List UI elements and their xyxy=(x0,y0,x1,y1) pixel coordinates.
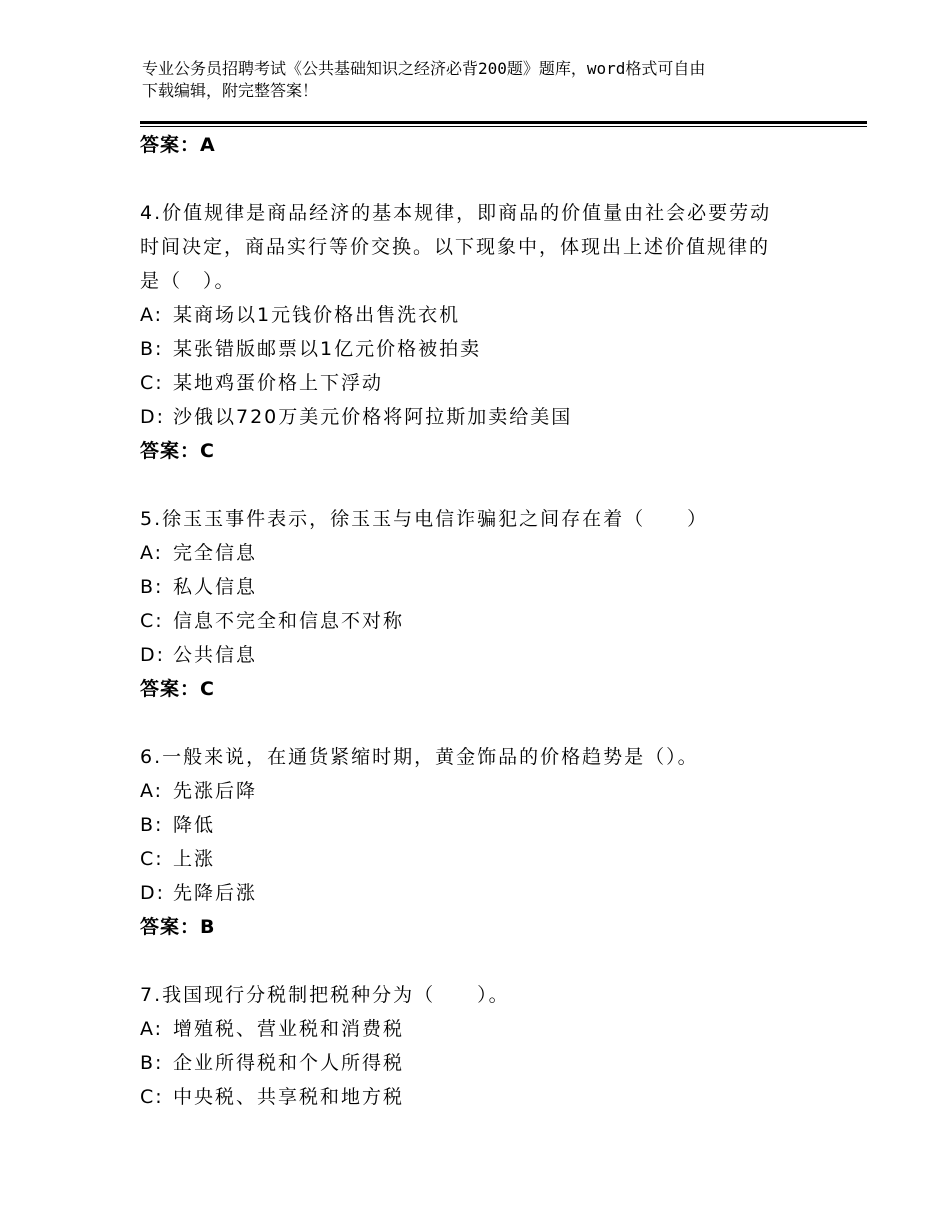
option-letter: D: xyxy=(140,882,166,904)
option-c xyxy=(140,842,840,876)
answer: 答案：B xyxy=(140,916,216,938)
option-text: 沙俄以720万美元价格将阿拉斯加卖给美国 xyxy=(173,406,573,428)
option-text: 增殖税、营业税和消费税 xyxy=(173,1018,405,1040)
option-letter: C: xyxy=(140,610,164,632)
option-letter: B: xyxy=(140,576,164,598)
option-text: 先降后涨 xyxy=(173,882,258,904)
option-letter: D: xyxy=(140,406,166,428)
option-letter: C: xyxy=(140,1086,164,1108)
option-a xyxy=(140,536,840,570)
option-letter: A: xyxy=(140,1018,164,1040)
option-b xyxy=(140,1046,840,1080)
question-6 xyxy=(140,740,840,944)
answer-previous: 答案：A xyxy=(140,134,216,156)
answer: 答案：C xyxy=(140,678,215,700)
option-b xyxy=(140,570,840,604)
document-body xyxy=(140,128,840,1114)
question-stem-line: 是（ ）。 xyxy=(140,270,236,292)
option-text: 某地鸡蛋价格上下浮动 xyxy=(173,372,384,394)
option-letter: D: xyxy=(140,644,166,666)
option-text: 某商场以1元钱价格出售洗衣机 xyxy=(173,304,461,326)
option-b xyxy=(140,808,840,842)
header-rule-thin xyxy=(140,126,867,127)
option-b xyxy=(140,332,840,366)
spacer xyxy=(140,162,840,196)
option-letter: A: xyxy=(140,542,164,564)
header-line-2: 下载编辑，附完整答案！ xyxy=(142,81,319,100)
question-stem-line: 6.一般来说，在通货紧缩时期，黄金饰品的价格趋势是（）。 xyxy=(140,746,699,768)
question-4 xyxy=(140,196,840,468)
option-text: 完全信息 xyxy=(173,542,258,564)
spacer xyxy=(140,706,840,740)
option-c xyxy=(140,366,840,400)
option-text: 中央税、共享税和地方税 xyxy=(173,1086,405,1108)
question-stem-line: 时间决定，商品实行等价交换。以下现象中，体现出上述价值规律的 xyxy=(140,236,771,258)
option-c xyxy=(140,604,840,638)
option-d xyxy=(140,638,840,672)
answer: 答案：C xyxy=(140,440,215,462)
header-rule-thick xyxy=(140,121,867,124)
question-stem-line: 4.价值规律是商品经济的基本规律，即商品的价值量由社会必要劳动 xyxy=(140,202,772,224)
document-header xyxy=(142,58,822,102)
question-5 xyxy=(140,502,840,706)
option-a xyxy=(140,1012,840,1046)
option-letter: A: xyxy=(140,304,164,326)
option-letter: B: xyxy=(140,1052,164,1074)
question-7 xyxy=(140,978,840,1114)
question-stem-line: 7.我国现行分税制把税种分为（ ）。 xyxy=(140,984,510,1006)
option-letter: B: xyxy=(140,338,164,360)
option-text: 先涨后降 xyxy=(173,780,258,802)
option-text: 信息不完全和信息不对称 xyxy=(173,610,405,632)
option-letter: B: xyxy=(140,814,164,836)
option-letter: C: xyxy=(140,372,164,394)
option-d xyxy=(140,876,840,910)
option-letter: C: xyxy=(140,848,164,870)
option-text: 上涨 xyxy=(173,848,216,870)
spacer xyxy=(140,944,840,978)
option-a xyxy=(140,774,840,808)
option-a xyxy=(140,298,840,332)
option-text: 降低 xyxy=(173,814,216,836)
option-text: 某张错版邮票以1亿元价格被拍卖 xyxy=(173,338,482,360)
question-stem-line: 5.徐玉玉事件表示，徐玉玉与电信诈骗犯之间存在着（ ） xyxy=(140,508,709,530)
option-text: 私人信息 xyxy=(173,576,258,598)
header-line-1: 专业公务员招聘考试《公共基础知识之经济必背200题》题库，word格式可自由 xyxy=(142,59,706,78)
option-letter: A: xyxy=(140,780,164,802)
option-text: 公共信息 xyxy=(173,644,258,666)
spacer xyxy=(140,468,840,502)
option-text: 企业所得税和个人所得税 xyxy=(173,1052,405,1074)
option-c xyxy=(140,1080,840,1114)
option-d xyxy=(140,400,840,434)
